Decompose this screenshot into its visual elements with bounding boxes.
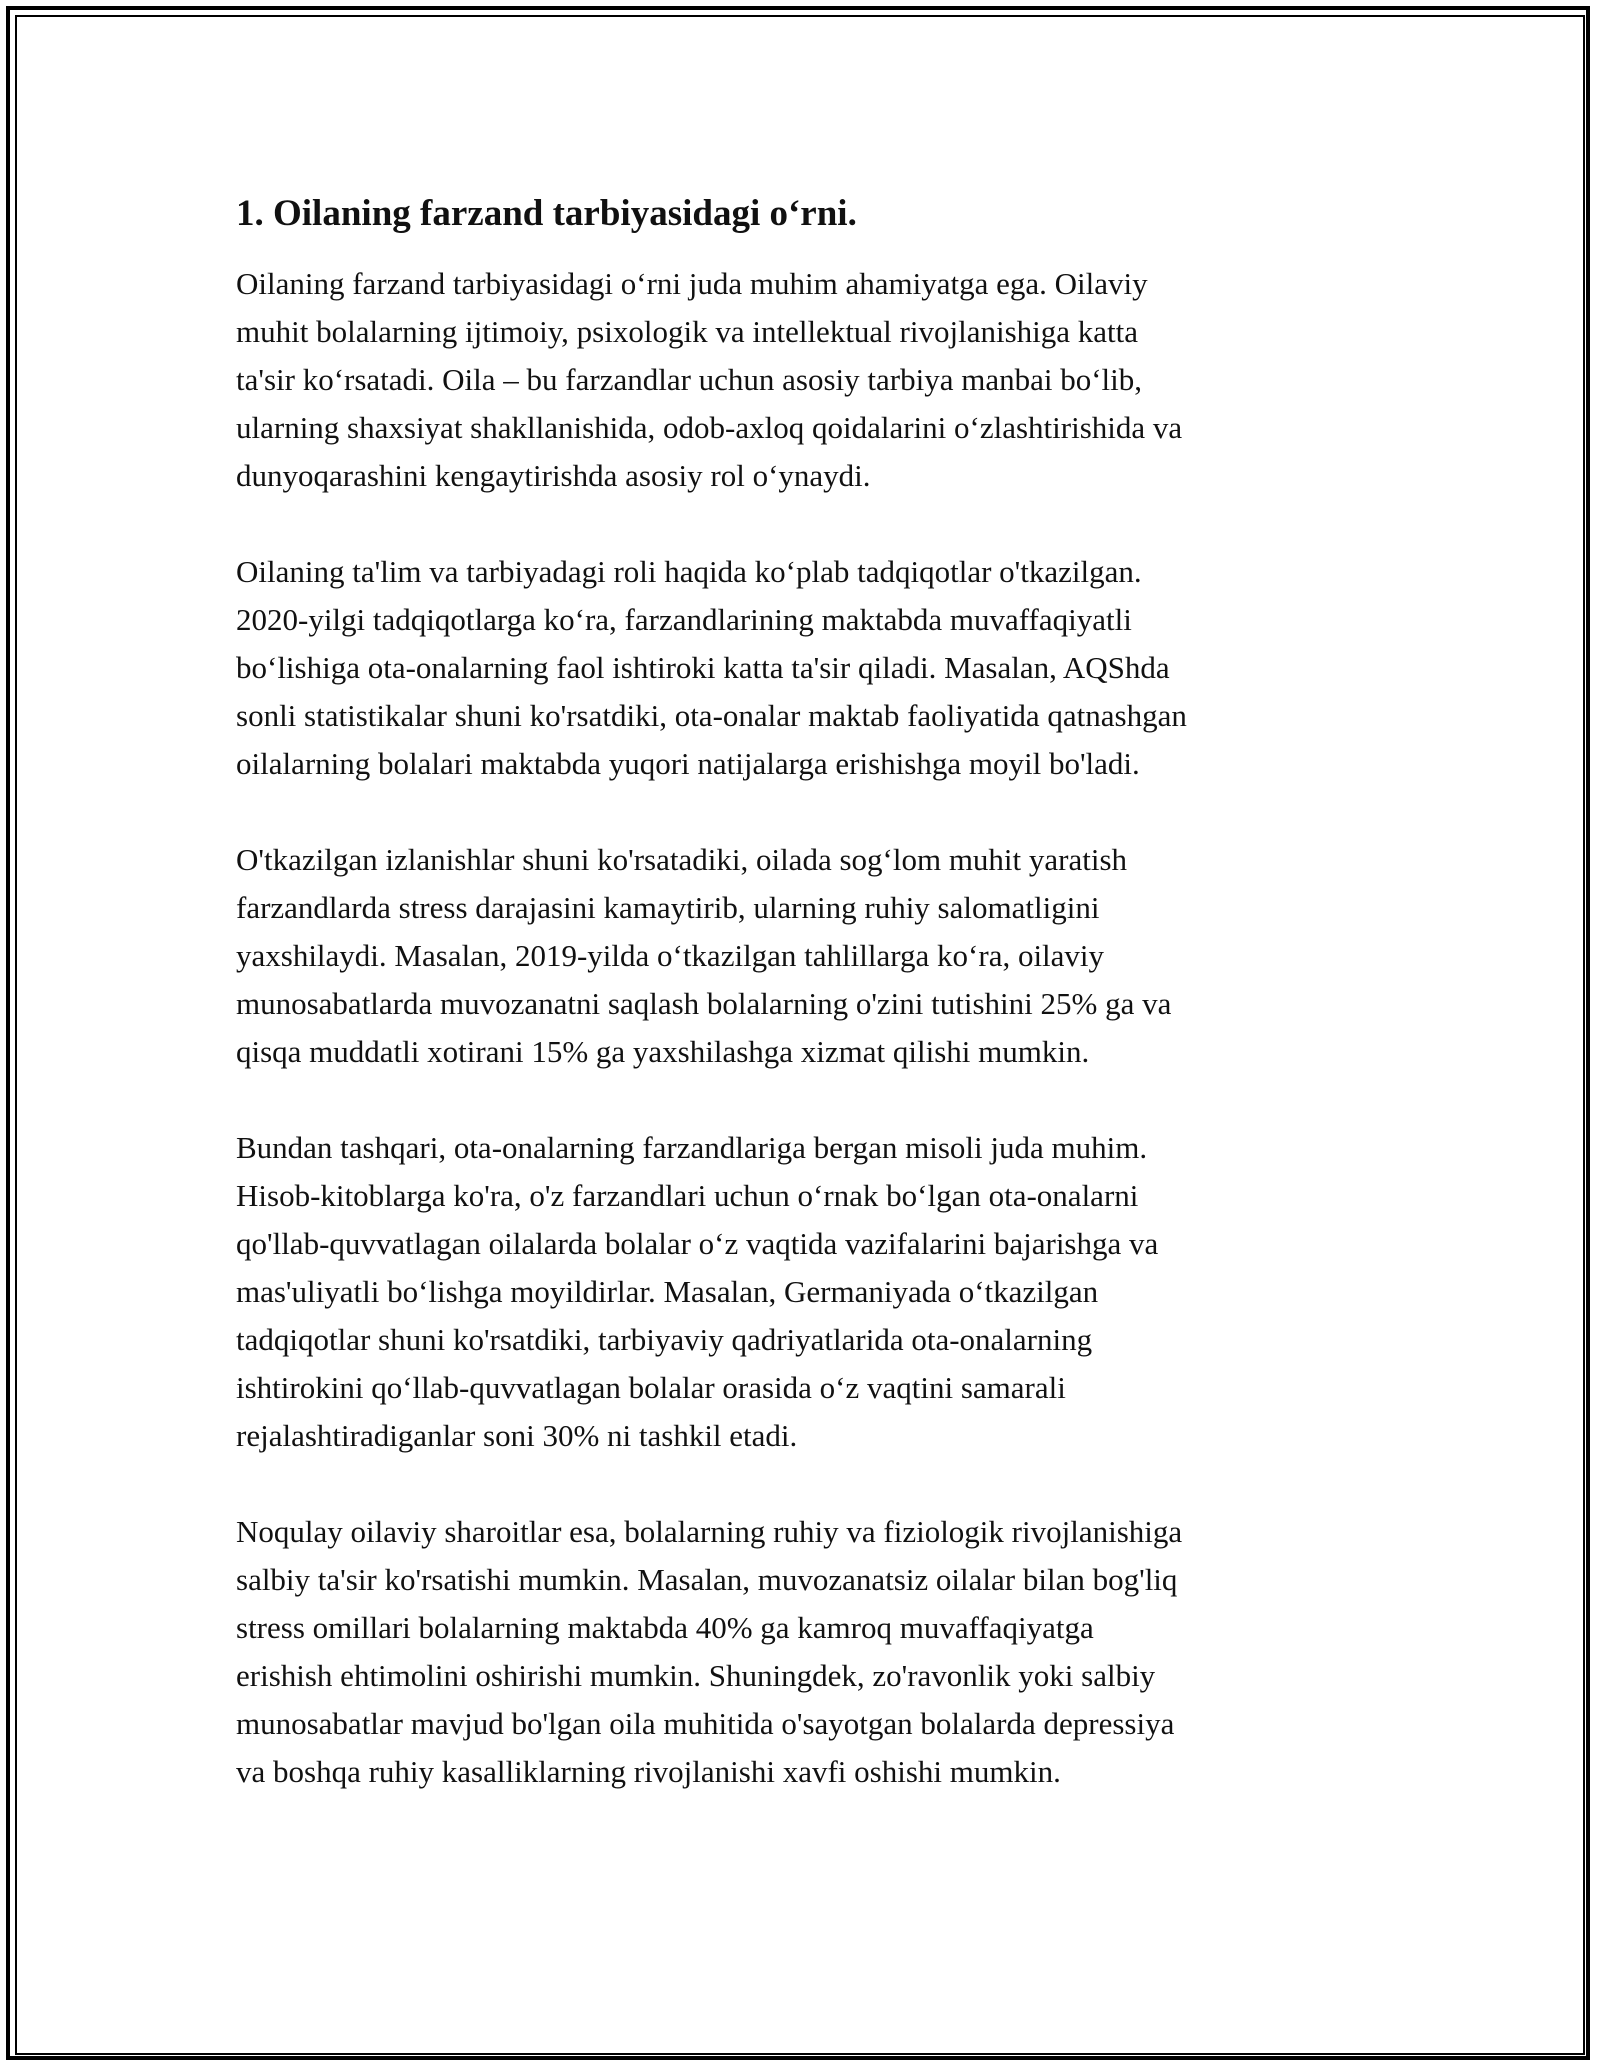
paragraph-line: muhit bolalarning ijtimoiy, psixologik va intellektual rivojlanishiga katta <box>236 314 1139 349</box>
paragraph-line: qo'llab-quvvatlagan oilalarda bolalar o‘z vaqtida vazifalarini bajarishga va <box>236 1226 1159 1261</box>
paragraph-line: rejalashtiradiganlar soni 30% ni tashkil etadi. <box>236 1418 798 1453</box>
paragraph-line: ularning shaxsiyat shakllanishida, odob-axloq qoidalarini o‘zlashtirishida va <box>236 410 1183 445</box>
paragraph-line: O'tkazilgan izlanishlar shuni ko'rsatadiki, oilada sog‘lom muhit yaratish <box>236 842 1128 877</box>
paragraph-line: tadqiqotlar shuni ko'rsatdiki, tarbiyaviy qadriyatlarida ota-onalarning <box>236 1322 1093 1357</box>
paragraph-line: munosabatlarda muvozanatni saqlash bolalarning o'zini tutishini 25% ga va <box>236 986 1172 1021</box>
paragraph-line: Hisob-kitoblarga ko'ra, o'z farzandlari uchun o‘rnak bo‘lgan ota-onalarni <box>236 1178 1139 1213</box>
paragraph-line: salbiy ta'sir ko'rsatishi mumkin. Masalan, muvozanatsiz oilalar bilan bog'liq <box>236 1562 1178 1597</box>
paragraph-line: 2020-yilgi tadqiqotlarga ko‘ra, farzandlarining maktabda muvaffaqiyatli <box>236 602 1132 637</box>
paragraph-line: erishish ehtimolini oshirishi mumkin. Shuningdek, zo'ravonlik yoki salbiy <box>236 1658 1156 1693</box>
paragraph-line: oilalarning bolalari maktabda yuqori natijalarga erishishga moyil bo'ladi. <box>236 746 1140 781</box>
paragraph-line: Noqulay oilaviy sharoitlar esa, bolalarning ruhiy va fiziologik rivojlanishiga <box>236 1514 1183 1549</box>
paragraph-line: farzandlarda stress darajasini kamaytirib, ularning ruhiy salomatligini <box>236 890 1100 925</box>
paragraph-5 <box>236 1508 1386 1796</box>
paragraph-2 <box>236 548 1386 788</box>
paragraph-line: ishtirokini qo‘llab-quvvatlagan bolalar orasida o‘z vaqtini samarali <box>236 1370 1066 1405</box>
paragraph-line: mas'uliyatli bo‘lishga moyildirlar. Masalan, Germaniyada o‘tkazilgan <box>236 1274 1099 1309</box>
section-heading: 1. Oilaning farzand tarbiyasidagi o‘rni. <box>236 193 857 234</box>
paragraph-line: va boshqa ruhiy kasalliklarning rivojlanishi xavfi oshishi mumkin. <box>236 1754 1061 1789</box>
paragraph-1 <box>236 260 1386 500</box>
paragraph-4 <box>236 1124 1386 1460</box>
paragraph-line: ta'sir ko‘rsatadi. Oila – bu farzandlar uchun asosiy tarbiya manbai bo‘lib, <box>236 362 1143 397</box>
paragraph-line: Bundan tashqari, ota-onalarning farzandlariga bergan misoli juda muhim. <box>236 1130 1148 1165</box>
document-body <box>236 190 1386 1844</box>
paragraph-line: stress omillari bolalarning maktabda 40% ga kamroq muvaffaqiyatga <box>236 1610 1094 1645</box>
paragraph-line: yaxshilaydi. Masalan, 2019-yilda o‘tkazilgan tahlillarga ko‘ra, oilaviy <box>236 938 1105 973</box>
paragraph-line: Oilaning farzand tarbiyasidagi o‘rni juda muhim ahamiyatga ega. Oilaviy <box>236 266 1148 301</box>
paragraph-line: dunyoqarashini kengaytirishda asosiy rol o‘ynaydi. <box>236 458 871 493</box>
paragraph-line: Oilaning ta'lim va tarbiyadagi roli haqida ko‘plab tadqiqotlar o'tkazilgan. <box>236 554 1142 589</box>
paragraph-line: sonli statistikalar shuni ko'rsatdiki, ota-onalar maktab faoliyatida qatnashgan <box>236 698 1187 733</box>
paragraph-line: qisqa muddatli xotirani 15% ga yaxshilashga xizmat qilishi mumkin. <box>236 1034 1090 1069</box>
paragraph-line: bo‘lishiga ota-onalarning faol ishtiroki katta ta'sir qiladi. Masalan, AQShda <box>236 650 1170 685</box>
paragraph-3 <box>236 836 1386 1076</box>
paragraph-line: munosabatlar mavjud bo'lgan oila muhitida o'sayotgan bolalarda depressiya <box>236 1706 1175 1741</box>
